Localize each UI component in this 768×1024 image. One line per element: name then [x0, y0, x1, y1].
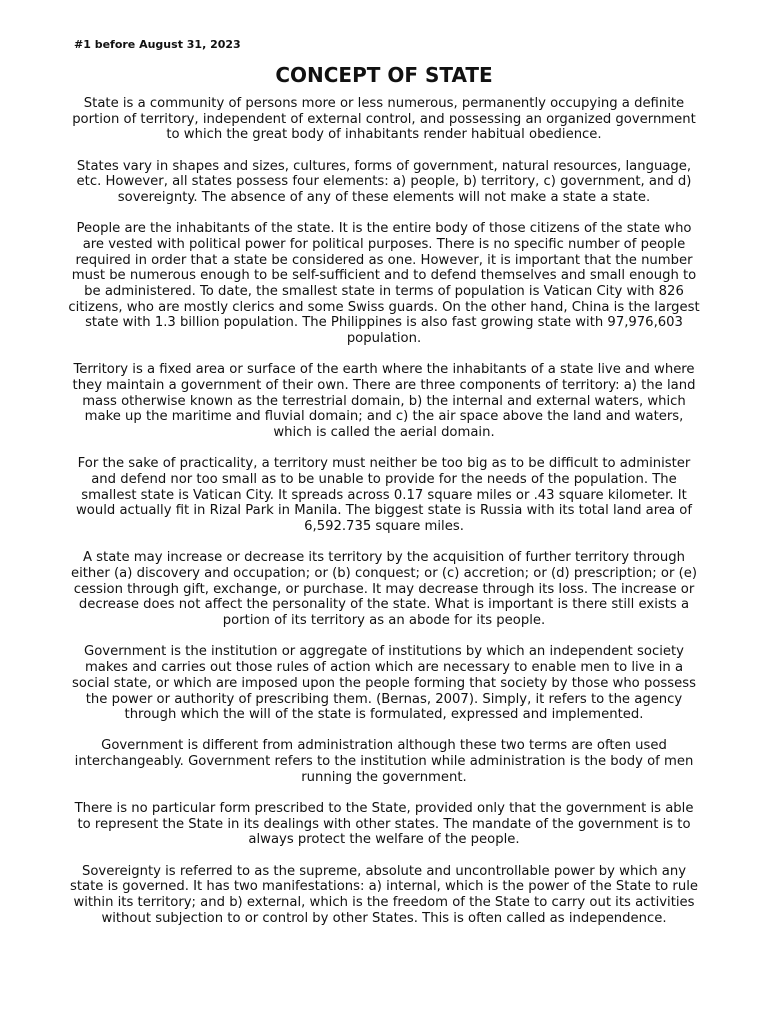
paragraph-sovereignty: Sovereignty is referred to as the supreme, absolute and uncontrollable power by which any state is governed. It has two manifestations: a) internal, which is the power of the State to rule within its territory; and b) external, which is the freedom of the State to carry out its activities without subjection to or control by other States. This is often called as independence.	[69, 863, 698, 926]
deadline-note: #1 before August 31, 2023	[74, 38, 241, 51]
paragraph-territory-change: A state may increase or decrease its territory by the acquisition of further territory through either (a) discovery and occupation; or (b) conquest; or (c) accretion; or (d) prescription; or (e) cession through gift, exchange, or purchase. It may decrease through its loss. The increase or decrease does not affect the personality of the state. What is important is there still exists a portion of its territory as an abode for its people.	[70, 550, 697, 629]
paragraph-definition: State is a community of persons more or less numerous, permanently occupying a definite portion of territory, independent of external control, and possessing an organized government to which the great body of inhabitants render habitual obedience.	[72, 96, 696, 143]
paragraph-form-of-state: There is no particular form prescribed to the State, provided only that the government is able to represent the State in its dealings with other states. The mandate of the government is to always protect the welfare of the people.	[74, 801, 694, 848]
paragraph-territory: Territory is a fixed area or surface of the earth where the inhabitants of a state live and where they maintain a government of their own. There are three components of territory: a) the land mass otherwise known as the terrestrial domain, b) the internal and external waters, which make up the maritime and fluvial domain; and c) the air space above the land and waters, which is called the aerial domain.	[72, 362, 696, 441]
paragraph-people: People are the inhabitants of the state. It is the entire body of those citizens of the state who are vested with political power for political purposes. There is no specific number of people required in order that a state be considered as one. However, it is important that the number must be numerous enough to be self-sufficient and to defend themselves and small enough to be administered. To date, the smallest state in terms of population is Vatican City with 826 citizens, who are mostly clerics and some Swiss guards. On the other hand, China is the largest state with 1.3 billion population. The Philippines is also fast growing state with 97,976,603 population.	[68, 221, 700, 347]
page-title: CONCEPT OF STATE	[275, 63, 493, 87]
paragraph-government: Government is the institution or aggregate of institutions by which an independent society makes and carries out those rules of action which are necessary to enable men to live in a social state, or which are imposed upon the people forming that society by those who possess the power or authority of prescribing them. (Bernas, 2007). Simply, it refers to the agency through which the will of the state is formulated, expressed and implemented.	[72, 644, 696, 723]
paragraph-elements: States vary in shapes and sizes, cultures, forms of government, natural resources, language, etc. However, all states possess four elements: a) people, b) territory, c) government, and d) sovereignty. The absence of any of these elements will not make a state a state.	[76, 158, 692, 206]
paragraph-administration: Government is different from administration although these two terms are often used interchangeably. Government refers to the institution while administration is the body of men running the government.	[74, 738, 694, 785]
document-body	[66, 96, 702, 942]
paragraph-territory-size: For the sake of practicality, a territory must neither be too big as to be difficult to administer and defend nor too small as to be unable to provide for the needs of the population. The smallest state is Vatican City. It spreads across 0.17 square miles or .43 square kilometer. It would actually fit in Rizal Park in Manila. The biggest state is Russia with its total land area of 6,592.735 square miles.	[76, 456, 692, 535]
